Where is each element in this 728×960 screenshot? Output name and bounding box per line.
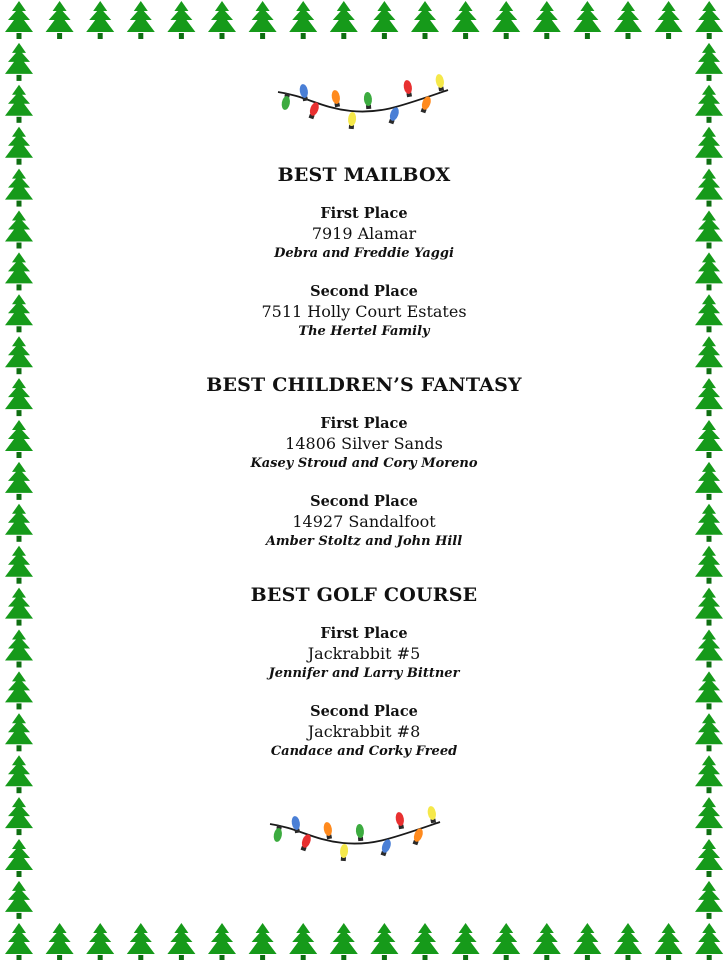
christmas-tree-icon (492, 1, 520, 39)
christmas-tree-icon (411, 923, 439, 960)
christmas-tree-icon (5, 43, 33, 81)
place-label: First Place (320, 415, 408, 432)
christmas-tree-icon (5, 630, 33, 668)
place-label: Second Place (310, 493, 418, 510)
christmas-tree-icon (695, 169, 723, 207)
christmas-tree-icon (5, 336, 33, 374)
christmas-tree-icon (127, 923, 155, 960)
string-lights-bottom-icon (268, 806, 444, 868)
christmas-tree-icon (695, 923, 723, 960)
christmas-tree-icon (5, 294, 33, 332)
christmas-tree-icon (573, 1, 601, 39)
christmas-tree-icon (533, 923, 561, 960)
christmas-tree-icon (330, 923, 358, 960)
christmas-tree-icon (249, 923, 277, 960)
christmas-tree-icon (695, 378, 723, 416)
christmas-tree-icon (5, 169, 33, 207)
christmas-tree-icon (167, 923, 195, 960)
winner-names: Jennifer and Larry Bittner (268, 666, 460, 681)
light-bulb-icon (339, 844, 348, 862)
address: Jackrabbit #5 (307, 644, 421, 663)
christmas-tree-icon (695, 671, 723, 709)
christmas-tree-icon (5, 713, 33, 751)
christmas-tree-icon (5, 252, 33, 290)
christmas-tree-icon (208, 1, 236, 39)
entry-second-place (60, 492, 668, 552)
light-bulb-icon (347, 112, 356, 130)
christmas-tree-icon (289, 1, 317, 39)
christmas-tree-icon (5, 755, 33, 793)
address: Jackrabbit #8 (307, 722, 421, 741)
christmas-tree-icon (249, 1, 277, 39)
christmas-tree-icon (5, 211, 33, 249)
address: 14927 Sandalfoot (292, 512, 436, 531)
light-bulb-icon (435, 74, 446, 92)
category-title: BEST GOLF COURSE (250, 584, 478, 606)
light-bulb-icon (323, 821, 334, 839)
place-label: Second Place (310, 703, 418, 720)
christmas-tree-icon (695, 420, 723, 458)
christmas-tree-icon (533, 1, 561, 39)
christmas-tree-icon (655, 1, 683, 39)
christmas-tree-icon (695, 294, 723, 332)
christmas-tree-icon (452, 923, 480, 960)
christmas-tree-icon (289, 923, 317, 960)
christmas-tree-icon (5, 127, 33, 165)
christmas-tree-icon (5, 462, 33, 500)
category-best-childrens-fantasy (60, 372, 668, 552)
christmas-tree-icon (492, 923, 520, 960)
christmas-tree-icon (370, 1, 398, 39)
christmas-tree-icon (695, 588, 723, 626)
address: 7511 Holly Court Estates (261, 302, 467, 321)
christmas-tree-icon (86, 1, 114, 39)
category-best-mailbox (60, 162, 668, 342)
christmas-tree-icon (5, 420, 33, 458)
entry-second-place (60, 702, 668, 762)
light-bulb-icon (419, 95, 432, 114)
christmas-tree-icon (5, 588, 33, 626)
christmas-tree-icon (695, 462, 723, 500)
christmas-tree-icon (5, 378, 33, 416)
christmas-tree-icon (46, 1, 74, 39)
christmas-tree-icon (695, 1, 723, 39)
entry-second-place (60, 282, 668, 342)
christmas-tree-icon (695, 881, 723, 919)
christmas-tree-icon (573, 923, 601, 960)
christmas-tree-icon (46, 923, 74, 960)
christmas-tree-icon (208, 923, 236, 960)
light-bulb-icon (355, 824, 364, 842)
light-bulb-icon (331, 89, 342, 107)
christmas-tree-icon (5, 839, 33, 877)
winner-names: The Hertel Family (298, 324, 430, 339)
christmas-tree-icon (695, 211, 723, 249)
string-lights-top-icon (276, 74, 452, 136)
winner-names: Candace and Corky Freed (270, 744, 458, 759)
entry-first-place (60, 414, 668, 474)
light-bulb-icon (291, 815, 302, 833)
light-bulb-icon (411, 827, 424, 846)
winner-names: Amber Stoltz and John Hill (265, 534, 463, 549)
address: 14806 Silver Sands (285, 434, 443, 453)
category-title: BEST MAILBOX (277, 164, 451, 186)
christmas-tree-icon (5, 923, 33, 960)
place-label: First Place (320, 625, 408, 642)
christmas-tree-icon (695, 127, 723, 165)
entry-first-place (60, 204, 668, 264)
christmas-tree-icon (86, 923, 114, 960)
christmas-tree-icon (695, 797, 723, 835)
entry-first-place (60, 624, 668, 684)
light-bulb-icon (299, 83, 310, 101)
christmas-tree-icon (127, 1, 155, 39)
christmas-tree-icon (695, 85, 723, 123)
category-title: BEST CHILDREN’S FANTASY (206, 374, 522, 396)
christmas-tree-icon (695, 252, 723, 290)
christmas-tree-icon (370, 923, 398, 960)
address: 7919 Alamar (311, 224, 417, 243)
christmas-tree-icon (452, 1, 480, 39)
christmas-tree-icon (5, 504, 33, 542)
christmas-tree-icon (695, 839, 723, 877)
christmas-tree-icon (5, 1, 33, 39)
christmas-tree-icon (411, 1, 439, 39)
awards-list (60, 162, 668, 792)
christmas-tree-icon (5, 671, 33, 709)
category-best-golf-course (60, 582, 668, 762)
christmas-tree-icon (167, 1, 195, 39)
christmas-tree-icon (695, 713, 723, 751)
light-bulb-icon (395, 811, 406, 829)
christmas-tree-icon (695, 546, 723, 584)
christmas-tree-icon (695, 504, 723, 542)
christmas-tree-icon (5, 881, 33, 919)
christmas-tree-icon (614, 923, 642, 960)
light-bulb-icon (403, 79, 414, 97)
place-label: First Place (320, 205, 408, 222)
light-bulb-icon (427, 806, 438, 824)
christmas-tree-icon (695, 630, 723, 668)
christmas-tree-icon (330, 1, 358, 39)
christmas-tree-icon (614, 1, 642, 39)
christmas-tree-icon (695, 755, 723, 793)
christmas-tree-icon (5, 797, 33, 835)
winner-names: Debra and Freddie Yaggi (274, 246, 454, 261)
winner-names: Kasey Stroud and Cory Moreno (250, 456, 478, 471)
light-bulb-icon (363, 92, 372, 110)
christmas-tree-icon (5, 546, 33, 584)
christmas-tree-icon (5, 85, 33, 123)
christmas-tree-icon (655, 923, 683, 960)
place-label: Second Place (310, 283, 418, 300)
christmas-tree-icon (695, 336, 723, 374)
christmas-tree-icon (695, 43, 723, 81)
